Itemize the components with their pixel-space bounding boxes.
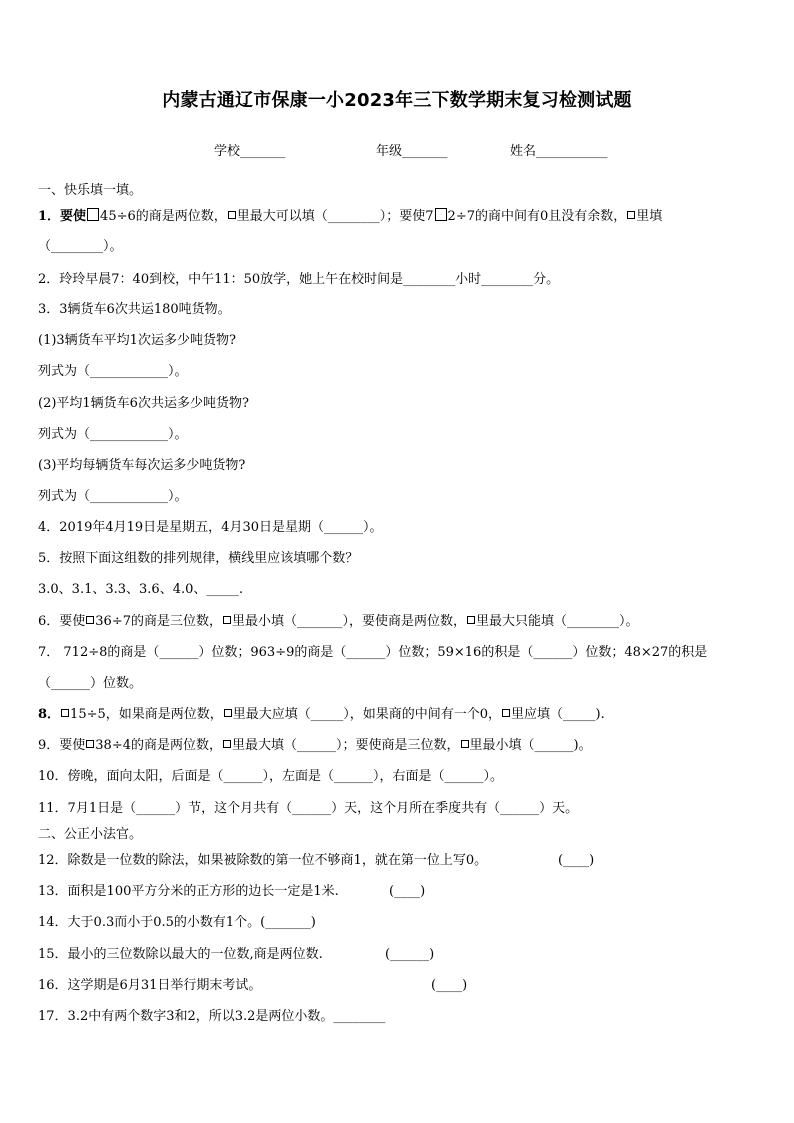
question-17: 17．3.2中有两个数字3和2，所以3.2是两位小数。________ [38,1009,386,1024]
q1-text-c: 里最大可以填（________）；要使7 [236,209,434,224]
blank-box [502,709,510,717]
question-14: 14．大于0.3而小于0.5的小数有1个。(_______) [38,915,316,930]
question-4: 4．2019年4月19日是星期五，4月30日是星期（______）。 [38,520,383,535]
question-5-sequence: 3.0、3.1、3.3、3.6、4.0、_____. [38,582,244,597]
blank-box [435,208,447,221]
question-6 [38,614,639,630]
name-field[interactable]: 姓名___________ [510,144,608,159]
q12-answer-blank[interactable]: (____) [558,853,595,868]
question-2: 2．玲玲早晨7：40到校，中午11：50放学，她上午在校时间是________小时________分。 [38,272,560,287]
question-1 [38,208,662,225]
q8-text-d: 里应填（_____). [511,707,605,722]
q6-text-b: 36÷7的商是三位数， [95,614,222,629]
q8-text-c: 里最大应填（_____），如果商的中间有一个0， [232,707,502,722]
question-13: 13．面积是100平方分米的正方形的边长一定是1米. [38,884,339,899]
question-5: 5．按照下面这组数的排列规律，横线里应该填哪个数？ [38,551,359,566]
question-15: 15．最小的三位数除以最大的一位数,商是两位数. [38,947,323,962]
question-3-3-answer: 列式为（____________）。 [38,489,188,504]
blank-box [86,616,94,624]
q8-text-a: 8． [38,707,61,722]
question-3-2: (2)平均1辆货车6次共运多少吨货物? [38,396,249,411]
question-3-2-answer: 列式为（____________）。 [38,427,188,442]
q9-text-c: 里最大填（______）；要使商是三位数， [232,738,460,753]
blank-box [223,740,231,748]
question-7: 7． 712÷8的商是（______）位数；963÷9的商是（______）位数；59×16的积是（______）位数；48×27的积是 [38,645,708,660]
q6-text-c: 里最小填（_______），要使商是两位数， [232,614,467,629]
blank-box [461,740,469,748]
q1-text-d: 2÷7的商中间有0且没有余数， [447,209,627,224]
question-3-3: (3)平均每辆货车每次运多少吨货物? [38,458,246,473]
blank-box [223,616,231,624]
section-heading-1: 一、快乐填一填。 [38,183,143,198]
question-3: 3．3辆货车6次共运180吨货物。 [38,302,231,317]
blank-box [61,709,69,717]
q1-text-a: 1．要使 [38,209,87,224]
q9-text-b: 38÷4的商是两位数， [95,738,222,753]
blank-box [228,211,236,219]
q6-text-a: 6．要使 [38,614,86,629]
question-11: 11．7月1日是（______）节，这个月共有（______）天，这个月所在季度共有（______）天。 [38,801,579,816]
section-heading-2: 二、公正小法官。 [38,827,143,842]
q1-text-e: 里填 [636,209,663,224]
blank-box [224,709,232,717]
question-3-1-answer: 列式为（____________）。 [38,364,188,379]
question-12: 12．除数是一位数的除法，如果被除数的第一位不够商1，就在第一位上写0。 [38,853,488,868]
q9-text-a: 9．要使 [38,738,86,753]
question-16: 16．这学期是6月31日举行期末考试。 [38,978,262,993]
q9-text-d: 里最小填（______)。 [469,738,592,753]
blank-box [467,616,475,624]
question-9 [38,738,592,754]
question-7-cont: （______）位数。 [38,676,143,691]
q1-text-b: 45÷6的商是两位数， [100,209,227,224]
blank-box [627,211,635,219]
question-1-cont: （________）。 [38,239,123,254]
q8-text-b: 15÷5，如果商是两位数， [70,707,223,722]
school-field[interactable]: 学校_______ [214,144,286,159]
question-3-1: (1)3辆货车平均1次运多少吨货物? [38,333,236,348]
question-10: 10．傍晚，面向太阳，后面是（______），左面是（______），右面是（______）。 [38,769,504,784]
q15-answer-blank[interactable]: (______) [385,947,435,962]
q16-answer-blank[interactable]: (____) [431,978,468,993]
q13-answer-blank[interactable]: (____) [389,884,426,899]
page-title: 内蒙古通辽市保康一小2023年三下数学期末复习检测试题 [162,90,632,111]
grade-field[interactable]: 年级_______ [376,144,448,159]
blank-box [86,740,94,748]
q6-text-d: 里最大只能填（________）。 [476,614,639,629]
question-8 [38,707,605,723]
blank-box [87,208,99,221]
